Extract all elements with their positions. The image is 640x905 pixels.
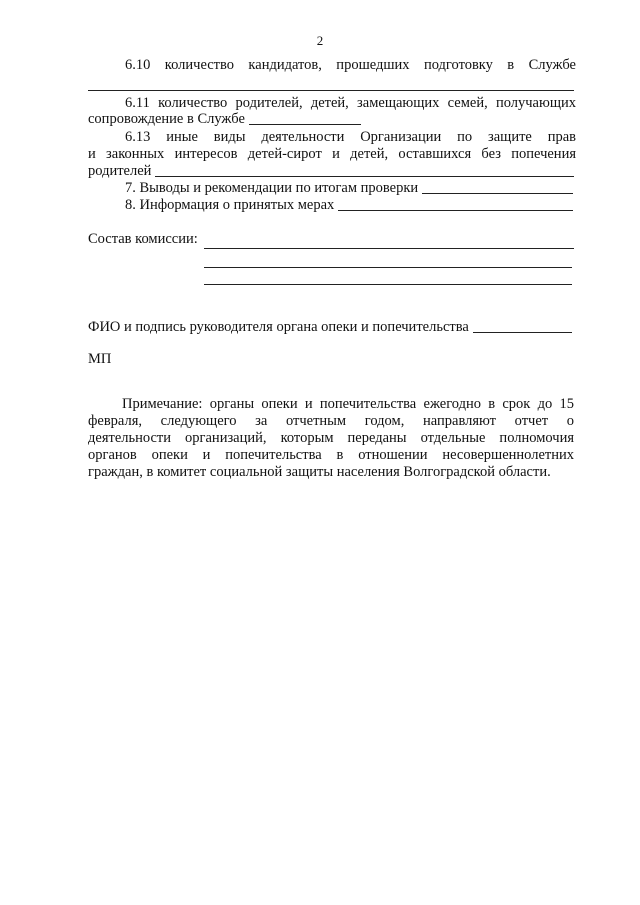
note-line-5: граждан, в комитет социальной защиты населения Волгоградской области.: [88, 464, 551, 480]
signature-line[interactable]: [473, 332, 572, 333]
item-6-13-answer-line[interactable]: [155, 176, 574, 177]
item-6-13-line2: и законных интересов детей-сирот и детей, оставшихся без попечения: [88, 146, 576, 162]
item-8-row: [125, 197, 573, 214]
item-7-label: 7. Выводы и рекомендации по итогам проверки: [125, 180, 419, 196]
note-line-3: деятельности организаций, которым переданы отдельные полномочия: [88, 430, 574, 446]
note-line-2: февраля, следующего за отчетным годом, направляют отчет о: [88, 413, 574, 429]
item-6-11-line2: сопровождение в Службе: [88, 111, 245, 127]
item-8-label: 8. Информация о принятых мерах: [125, 197, 335, 213]
stamp-label: МП: [88, 351, 112, 367]
signature-row: [88, 319, 572, 336]
commission-label: Состав комиссии:: [88, 231, 198, 247]
item-6-13-line3: родителей: [88, 163, 152, 179]
item-7-answer-line[interactable]: [422, 193, 573, 194]
signature-label: ФИО и подпись руководителя органа опеки и попечительства: [88, 319, 469, 335]
item-6-11-line2-row: [88, 111, 361, 128]
item-6-10-answer-line[interactable]: [88, 90, 574, 91]
commission-member-line-1[interactable]: [204, 248, 574, 249]
commission-member-line-2[interactable]: [204, 267, 572, 268]
item-6-11-line1: 6.11 количество родителей, детей, замещающих семей, получающих: [125, 95, 576, 111]
commission-member-line-3[interactable]: [204, 284, 572, 285]
item-6-10-label: 6.10 количество кандидатов, прошедших подготовку в Службе: [125, 57, 576, 73]
item-6-13-line1: 6.13 иные виды деятельности Организации по защите прав: [125, 129, 576, 145]
item-8-answer-line[interactable]: [338, 210, 573, 211]
note-line-1: Примечание: органы опеки и попечительства ежегодно в срок до 15: [122, 396, 574, 412]
item-7-row: [125, 180, 573, 197]
page-number: 2: [316, 33, 324, 48]
item-6-11-answer-line[interactable]: [249, 124, 361, 125]
item-6-13-line3-row: [88, 163, 574, 180]
note-line-4: органов опеки и попечительства в отношении несовершеннолетних: [88, 447, 574, 463]
